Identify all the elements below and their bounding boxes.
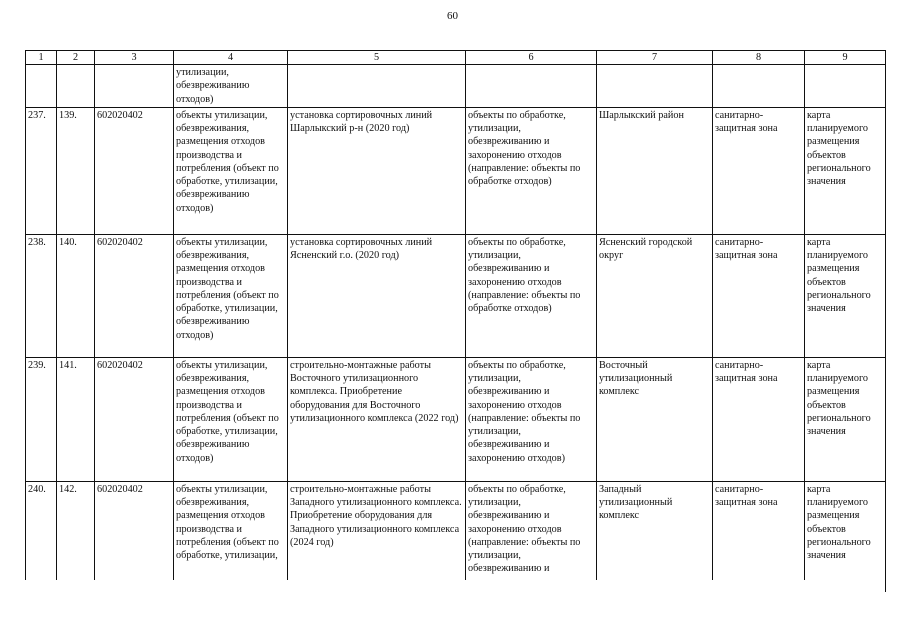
- row-number: 240.: [26, 481, 57, 591]
- code-cell: 602020402: [95, 234, 174, 357]
- purpose-cell: объекты по обработке, утилизации, обезвреживанию и захоронению отходов (направление: объекты по утилизации, обезвреживанию и: [466, 481, 597, 591]
- object-type-cell: утилизации, обезвреживанию отходов): [174, 65, 288, 108]
- sub-number: 141.: [57, 357, 95, 481]
- continuation-row: [26, 65, 886, 108]
- measure-cell: строительно-монтажные работы Западного утилизационного комплекса. Приобретение оборудования для Западного утилизационного комплекса (2024 год): [288, 481, 466, 591]
- map-cell: карта планируемого размещения объектов регионального значения: [805, 357, 886, 481]
- location-cell: Ясненский городской округ: [597, 234, 713, 357]
- location-cell: Шарлыкский район: [597, 107, 713, 234]
- object-type-cell: объекты утилизации, обезвреживания, размещения отходов производства и потребления (объект по обработке, утилизации, обезвреживанию отходов): [174, 107, 288, 234]
- object-type-cell: объекты утилизации, обезвреживания, размещения отходов производства и потребления (объект по обработке, утилизации, обезвреживанию отходов): [174, 234, 288, 357]
- column-header: 9: [805, 51, 886, 65]
- map-cell: карта планируемого размещения объектов регионального значения: [805, 234, 886, 357]
- sub-number: 139.: [57, 107, 95, 234]
- column-header: 2: [57, 51, 95, 65]
- purpose-cell: объекты по обработке, утилизации, обезвреживанию и захоронению отходов (направление: объекты по обработке отходов): [466, 234, 597, 357]
- code-cell: 602020402: [95, 357, 174, 481]
- zone-cell: санитарно-защитная зона: [713, 234, 805, 357]
- location-cell: Восточный утилизационный комплекс: [597, 357, 713, 481]
- zone-cell: санитарно-защитная зона: [713, 481, 805, 591]
- table-row: [26, 357, 886, 481]
- purpose-cell: объекты по обработке, утилизации, обезвреживанию и захоронению отходов (направление: объекты по утилизации, обезвреживанию и захоронению отходов): [466, 357, 597, 481]
- code-cell: 602020402: [95, 107, 174, 234]
- zone-cell: санитарно-защитная зона: [713, 107, 805, 234]
- table-row: [26, 107, 886, 234]
- object-type-cell: объекты утилизации, обезвреживания, размещения отходов производства и потребления (объект по обработке, утилизации, обезвреживанию отходов): [174, 357, 288, 481]
- code-cell: 602020402: [95, 481, 174, 591]
- row-number: 237.: [26, 107, 57, 234]
- map-cell: карта планируемого размещения объектов регионального значения: [805, 107, 886, 234]
- column-header: 3: [95, 51, 174, 65]
- column-header: 7: [597, 51, 713, 65]
- row-number: 239.: [26, 357, 57, 481]
- column-header: 8: [713, 51, 805, 65]
- column-header: 6: [466, 51, 597, 65]
- sub-number: 140.: [57, 234, 95, 357]
- measure-cell: строительно-монтажные работы Восточного утилизационного комплекса. Приобретение оборудования для Восточного утилизационного комплекса (2022 год): [288, 357, 466, 481]
- measure-cell: установка сортировочных линий Ясненский г.о. (2020 год): [288, 234, 466, 357]
- page-number: 60: [447, 10, 458, 22]
- column-header: 5: [288, 51, 466, 65]
- zone-cell: санитарно-защитная зона: [713, 357, 805, 481]
- table-row: [26, 481, 886, 591]
- object-type-cell: объекты утилизации, обезвреживания, размещения отходов производства и потребления (объект по обработке, утилизации,: [174, 481, 288, 591]
- table-row: [26, 234, 886, 357]
- purpose-cell: объекты по обработке, утилизации, обезвреживанию и захоронению отходов (направление: объекты по обработке отходов): [466, 107, 597, 234]
- column-number-row: [26, 51, 886, 65]
- column-header: 1: [26, 51, 57, 65]
- row-number: 238.: [26, 234, 57, 357]
- location-cell: Западный утилизационный комплекс: [597, 481, 713, 591]
- column-header: 4: [174, 51, 288, 65]
- objects-table: [25, 50, 886, 592]
- measure-cell: установка сортировочных линий Шарлыкский р-н (2020 год): [288, 107, 466, 234]
- sub-number: 142.: [57, 481, 95, 591]
- page-bottom-mask: [25, 580, 885, 640]
- map-cell: карта планируемого размещения объектов регионального значения: [805, 481, 886, 591]
